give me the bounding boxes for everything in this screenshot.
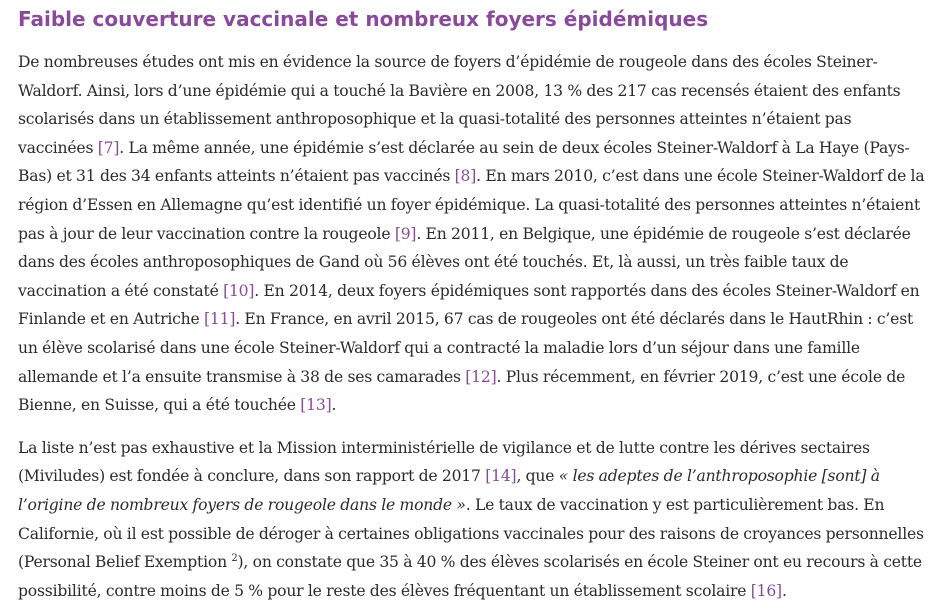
paragraph-text: De nombreuses études ont mis en évidence la source de foyers d’épidémie de rougeole dans des écoles Steiner-Waldorf. Ainsi, lors d’une épidémie qui a touché la Bavière en 2008, 13 % des 217 cas recensés étaient des enfants scolarisés dans un établissement anthroposophique et la quasi-totalité des personnes atteintes n’étaient pas vaccinées	[18, 53, 901, 157]
paragraph-text: .	[781, 581, 787, 600]
citation-link[interactable]: [13]	[300, 396, 332, 415]
paragraph-text: . En 2014, deux foyers épidémiques sont rapportés dans des écoles Steiner-Waldorf en Finlande et en Autriche	[18, 281, 920, 329]
section-title: Faible couverture vaccinale et nombreux foyers épidémiques	[18, 7, 709, 31]
paragraph-1	[18, 48, 929, 420]
quotation: « les adeptes de l’anthroposophie [sont] à l’origine de nombreux foyers de rougeole dans le monde »	[18, 467, 880, 514]
paragraph-text: , que	[516, 467, 559, 486]
footnote-marker[interactable]: 2	[231, 552, 238, 564]
paragraph-text: . En France, en avril 2015, 67 cas de rougeoles ont été déclarés dans le HautRhin : c’est un élève scolarisé dans une école Steiner-Waldorf qui a contracté la maladie lors d’un séjour dans une famille allemande et l’a ensuite transmise à 38 de ses camarades	[18, 310, 914, 386]
citation-link[interactable]: [14]	[485, 467, 517, 486]
paragraph-text: .	[331, 396, 337, 415]
citation-link[interactable]: [10]	[223, 281, 255, 300]
paragraph-text: La liste n’est pas exhaustive et la Mission interministérielle de vigilance et de lutte contre les dérives sectaires (Miviludes) est fondée à conclure, dans son rapport de 2017	[18, 438, 870, 486]
citation-link[interactable]: [7]	[97, 138, 120, 157]
paragraph-text: . La même année, une épidémie s’est déclarée au sein de deux écoles Steiner-Waldorf à La Haye (Pays-Bas) et 31 des 34 enfants atteints n’étaient pas vaccinés	[18, 138, 910, 186]
paragraph-text: . Le taux de vaccination y est particulièrement bas. En Californie, où il est possible de déroger à certaines obligations vaccinales pour des raisons de croyances personnelles (Personal Belief Exemption	[18, 495, 924, 572]
citation-link[interactable]: [11]	[204, 310, 236, 329]
paragraph-2	[18, 434, 929, 606]
citation-link[interactable]: [9]	[394, 224, 417, 243]
citation-link[interactable]: [16]	[750, 581, 782, 600]
citation-link[interactable]: [8]	[454, 167, 477, 186]
paragraph-text: ), on constate que 35 à 40 % des élèves scolarisés en école Steiner ont eu recours à cette possibilité, contre moins de 5 % pour le reste des élèves fréquentant un établissement scolaire	[18, 553, 922, 600]
citation-link[interactable]: [12]	[465, 367, 497, 386]
paragraph-text: . Plus récemment, en février 2019, c’est une école de Bienne, en Suisse, qui a été touchée	[18, 367, 906, 415]
paragraph-text: . En 2011, en Belgique, une épidémie de rougeole s’est déclarée dans des écoles anthroposophiques de Gand où 56 élèves ont été touchés. Et, là aussi, un très faible taux de vaccination a été constaté	[18, 224, 911, 300]
paragraph-text: . En mars 2010, c’est dans une école Steiner-Waldorf de la région d’Essen en Allemagne qu’est identifié un foyer épidémique. La quasi-totalité des personnes atteintes n’étaient pas à jour de leur vaccination contre la rougeole	[18, 167, 925, 243]
